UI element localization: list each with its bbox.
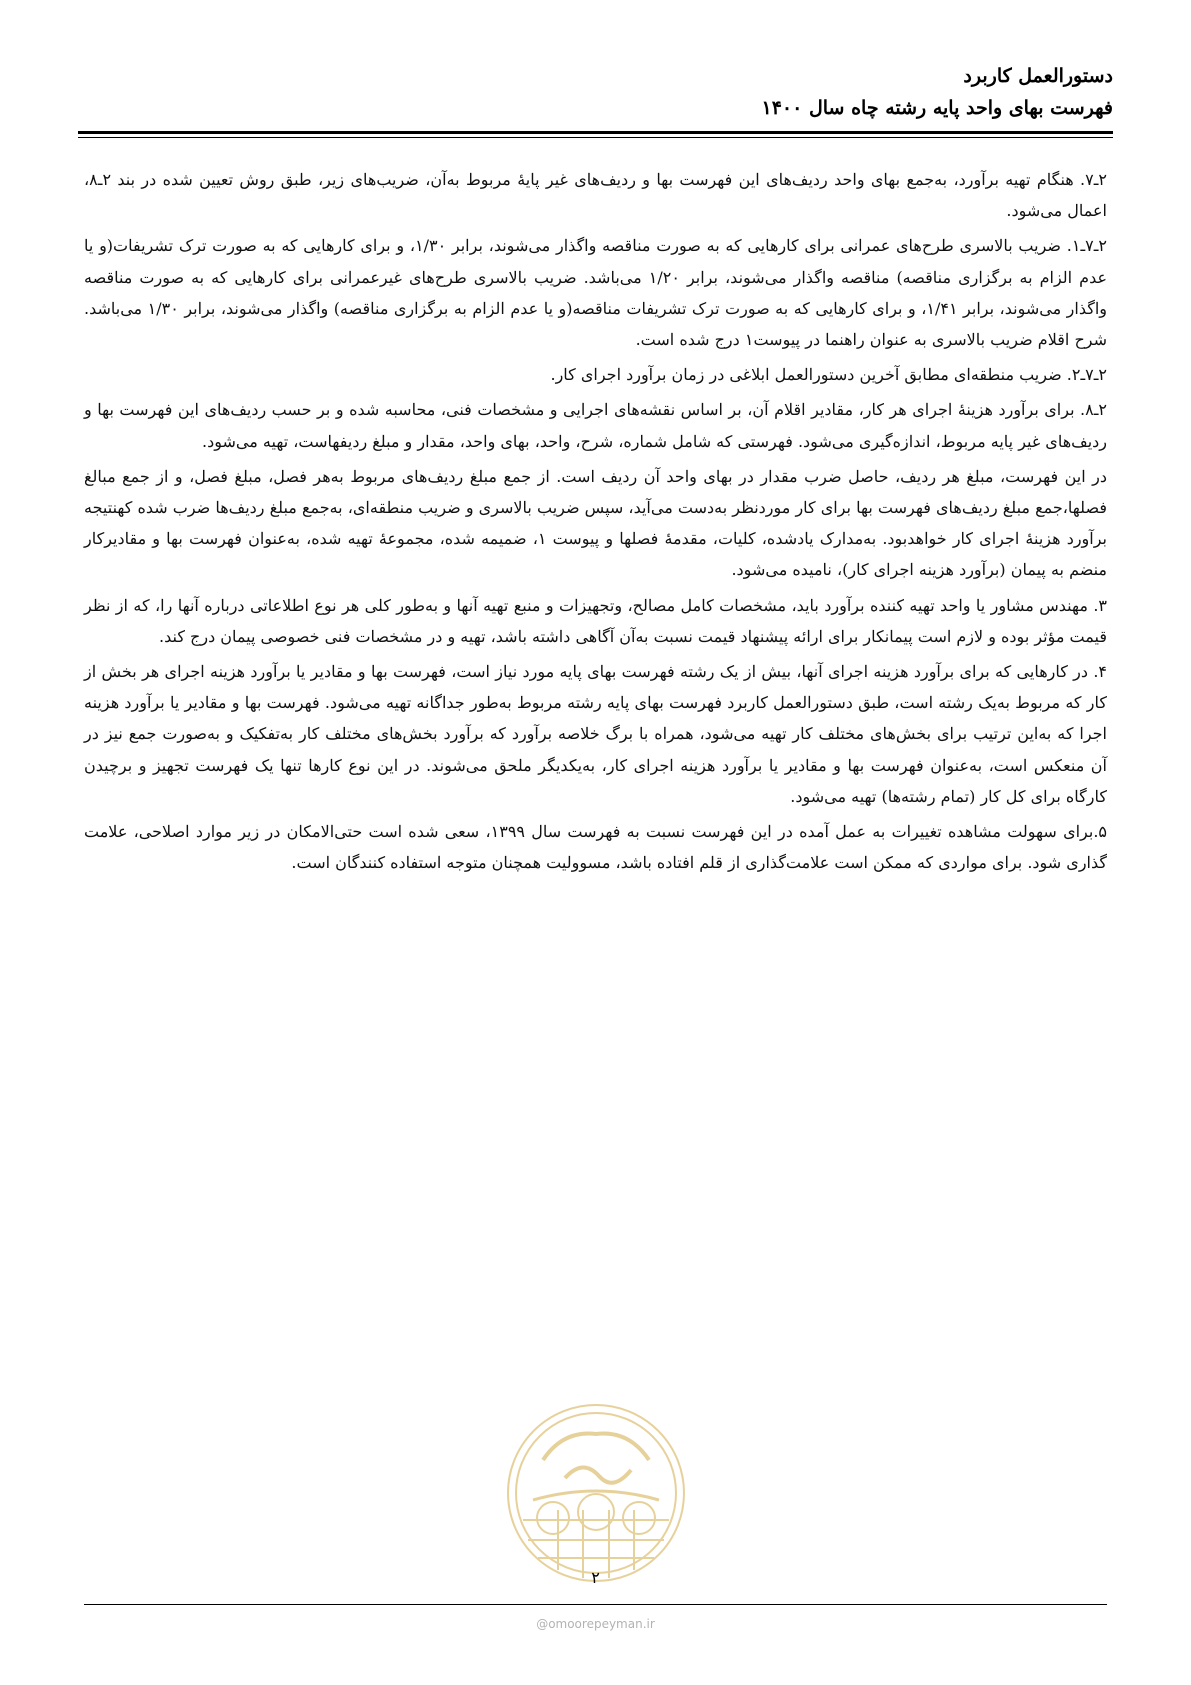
header-subtitle: فهرست بهای واحد پایه رشته چاه سال ۱۴۰۰ <box>761 97 1113 119</box>
header-title: دستورالعمل کاربرد <box>963 65 1113 87</box>
paragraph-2-7-1: ۲ـ۷ـ۱. ضریب بالاسری طرح‌های عمرانی برای کارهایی که به صورت مناقصه واگذار می‌شوند، برابر ۱/۳۰، و برای کارهایی که به صورت ترک تشریفات(و یا عدم الزام به برگزاری مناقصه) مناقصه واگذار می‌شوند، برابر ۱/۲۰ می‌باشد. ضریب بالاسری طرح‌های غیرعمرانی برای کارهایی که به صورت مناقصه واگذار می‌شوند، برابر ۱/۴۱، و برای کارهایی که به صورت ترک تشریفات مناقصه(و یا عدم الزام به برگزاری مناقصه) واگذار می‌شوند، برابر ۱/۳۰ می‌باشد. شرح اقلام ضریب بالاسری به عنوان راهنما در پیوست۱ درج شده است. <box>84 236 1108 350</box>
page-number: ۲ <box>591 1568 600 1587</box>
website-footer: @omoorepeyman.ir <box>536 1617 655 1631</box>
body-text <box>84 164 1107 882</box>
paragraph-list-explanation: در این فهرست، مبلغ هر ردیف، حاصل ضرب مقدار در بهای واحد آن ردیف است. از جمع مبلغ ردیف‌های مربوط به‌هر فصل، مبلغ فصل، و از جمع مبالغ فصلها،جمع مبلغ ردیف‌های فهرست بها برای کار موردنظر به‌دست می‌آید، سپس ضریب بالاسری و ضریب منطقه‌ای، به‌جمع مبلغ ردیف‌ها ضرب شده کهنتیجه برآورد هزینهٔ اجرای کار خواهدبود. به‌مدارک یادشده، کلیات، مقدمهٔ فصلها و پیوست ۱، ضمیمه شده، مجموعهٔ تهیه شده، به‌عنوان فهرست بها و مقادیرکار منضم به پیمان (برآورد هزینه اجرای کار)، نامیده می‌شود. <box>84 466 1107 580</box>
page-header <box>73 60 1113 124</box>
paragraph-5: ۵.برای سهولت مشاهده تغییرات به عمل آمده در این فهرست نسبت به فهرست سال ۱۳۹۹، سعی شده است حتی‌الامکان در زیر موارد اصلاحی، علامت گذاری شود. برای مواردی که ممکن است علامت‌گذاری از قلم افتاده باشد، مسوولیت همچنان متوجه استفاده کنندگان است. <box>84 822 1108 873</box>
paragraph-2-7: ۲ـ۷. هنگام تهیه برآورد، به‌جمع بهای واحد ردیف‌های این فهرست بها و ردیف‌های غیر پایهٔ مربوط به‌آن، ضریب‌های زیر، طبق روش تعیین شده در بند ۲ـ۸، اعمال می‌شود. <box>84 170 1108 221</box>
header-rule-thick <box>78 131 1113 134</box>
paragraph-3: ۳. مهندس مشاور یا واحد تهیه کننده برآورد باید، مشخصات کامل مصالح، وتجهیزات و منبع تهیه آنها و به‌طور کلی هر نوع اطلاعاتی درباره آنها را، که از نظر قیمت مؤثر بوده و لازم است پیمانکار برای ارائه پیشنهاد قیمت نسبت به‌آن آگاهی داشته باشد، تهیه و در مشخصات فنی خصوصی پیمان درج کند. <box>84 595 1107 646</box>
paragraph-2-7-2: ۲ـ۷ـ۲. ضریب منطقه‌ای مطابق آخرین دستورالعمل ابلاغی در زمان برآورد اجرای کار. <box>550 365 1107 385</box>
header-rule-thin <box>78 137 1113 138</box>
paragraph-2-8: ۲ـ۸. برای برآورد هزینهٔ اجرای هر کار، مقادیر اقلام آن، بر اساس نقشه‌های اجرایی و مشخصات فنی، محاسبه شده و بر حسب ردیف‌های این فهرست بها و ردیف‌های غیر پایه مربوط، اندازه‌گیری می‌شود. فهرستی که شامل شماره، شرح، واحد، بهای واحد، مقدار و مبلغ ردیفهاست، تهیه می‌شود. <box>84 400 1108 451</box>
paragraph-4: ۴. در کارهایی که برای برآورد هزینه اجرای آنها، بیش از یک رشته فهرست بهای پایه مورد نیاز است، فهرست بها و مقادیر یا برآورد هزینه اجرای هر بخش از کار که مربوط به‌یک رشته است، طبق دستورالعمل کاربرد فهرست بهای پایه رشته مربوط به‌طور جداگانه تهیه می‌شود. فهرست بها و مقادیر یا برآورد هزینه اجرا که به‌این ترتیب برای بخش‌های مختلف کار تهیه می‌شود، همراه با برگ خلاصه برآورد که برآورد بخش‌های مختلف کار به‌تفکیک و به‌صورت جمع نیز در آن منعکس است، به‌عنوان فهرست بها و مقادیر یا برآورد هزینه اجرای کار، به‌یکدیگر ملحق می‌شوند. در این نوع کارها تنها یک فهرست تجهیز و برچیدن کارگاه برای کل کار (تمام رشته‌ها) تهیه می‌شود. <box>84 662 1108 806</box>
footer-rule <box>84 1604 1107 1605</box>
watermark-seal-icon <box>503 1400 689 1586</box>
